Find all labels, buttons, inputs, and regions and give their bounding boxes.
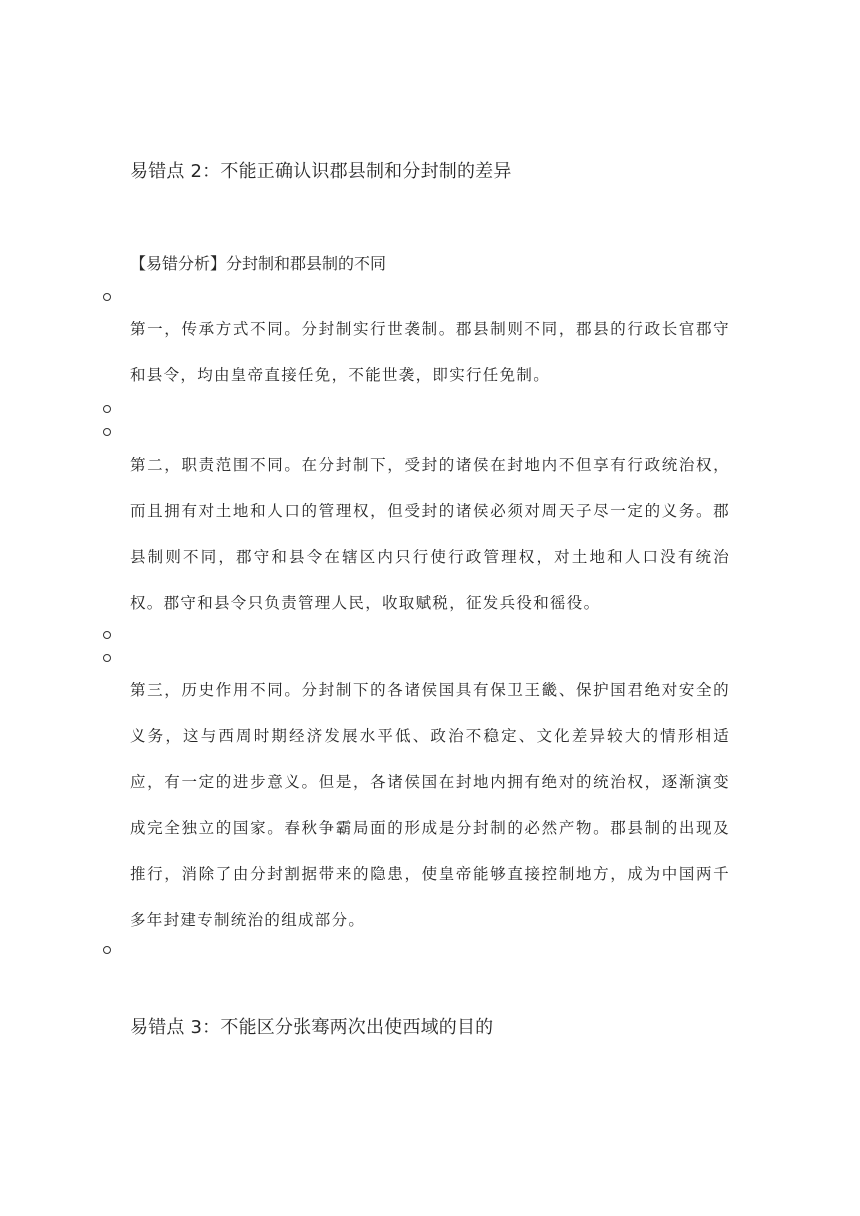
paragraph-responsibility: 第二，职责范围不同。在分封制下，受封的诸侯在封地内不但享有行政统治权，而且拥有对土地和人口的管理权，但受封的诸侯必须对周天子尽一定的义务。郡县制则不同，郡守和县令在辖区内只行使行政管理权，对土地和人口没有统治权。郡守和县令只负责管理人民，收取赋税，征发兵役和徭役。 bbox=[130, 456, 730, 612]
paragraph-historical-role: 第三，历史作用不同。分封制下的各诸侯国具有保卫王畿、保护国君绝对安全的义务，这与西周时期经济发展水平低、政治不稳定、文化差异较大的情形相适应，有一定的进步意义。但是，各诸侯国在封地内拥有绝对的统治权，逐渐演变成完全独立的国家。春秋争霸局面的形成是分封制的必然产物。郡县制的出现及推行，消除了由分封割据带来的隐患，使皇帝能够直接控制地方，成为中国两千多年封建专制统治的组成部分。 bbox=[130, 681, 730, 929]
list-bullet bbox=[103, 946, 111, 954]
analysis-title: 【易错分析】分封制和郡县制的不同 bbox=[130, 254, 387, 273]
list-bullet bbox=[103, 631, 111, 639]
paragraph-inheritance: 第一，传承方式不同。分封制实行世袭制。郡县制则不同，郡县的行政长官郡守和县令，均由皇帝直接任免，不能世袭，即实行任免制。 bbox=[130, 320, 730, 384]
heading-error-point-2: 易错点 2：不能正确认识郡县制和分封制的差异 bbox=[130, 161, 512, 182]
list-bullet bbox=[103, 654, 111, 662]
list-bullet bbox=[103, 293, 111, 301]
list-bullet bbox=[103, 405, 111, 413]
heading-error-point-3: 易错点 3：不能区分张骞两次出使西域的目的 bbox=[130, 1017, 494, 1038]
list-bullet bbox=[103, 428, 111, 436]
